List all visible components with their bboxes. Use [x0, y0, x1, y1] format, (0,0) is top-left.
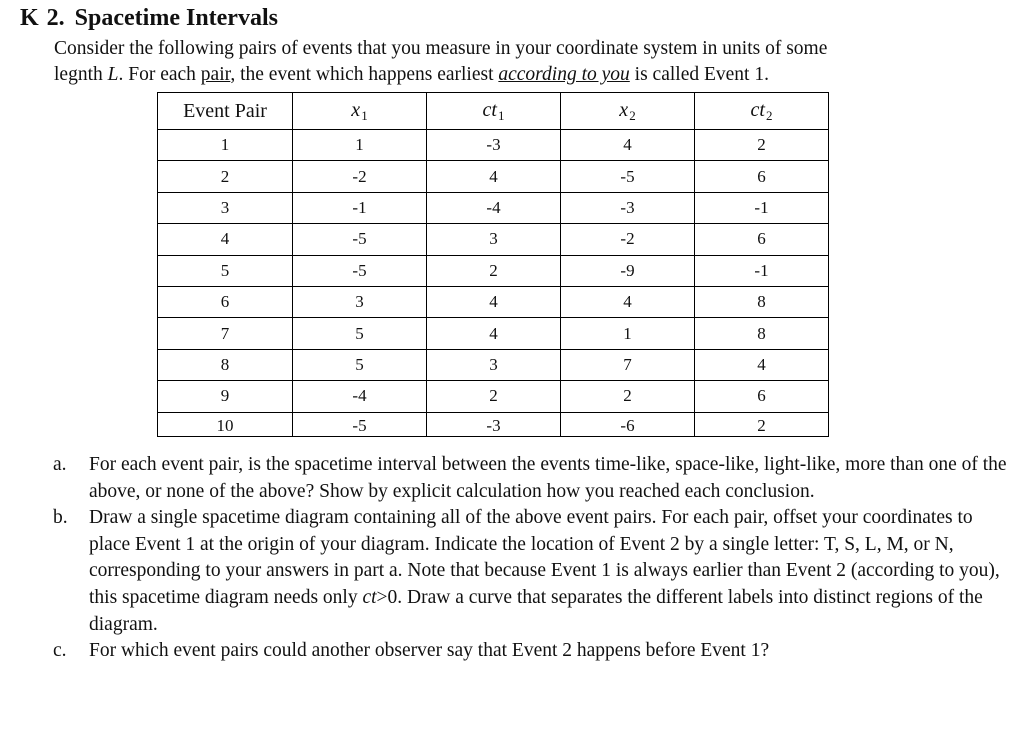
question-list — [53, 452, 1013, 665]
cell-x2: 4 — [561, 130, 695, 161]
cell-x2: -9 — [561, 255, 695, 286]
cell-event-pair: 10 — [158, 412, 293, 436]
cell-ct1: -3 — [427, 130, 561, 161]
cell-ct1: 4 — [427, 161, 561, 192]
cell-ct1: 3 — [427, 349, 561, 380]
event-pairs-table — [157, 92, 829, 437]
cell-ct1: 2 — [427, 255, 561, 286]
cell-event-pair: 8 — [158, 349, 293, 380]
cell-ct2: 2 — [695, 412, 829, 436]
header-event-pair: Event Pair — [158, 93, 293, 130]
table-row — [158, 224, 829, 255]
cell-ct1: -3 — [427, 412, 561, 436]
intro-text: , the event which happens earliest — [230, 64, 499, 85]
header-x1: $x_1$ — [293, 93, 427, 130]
cell-x1: -5 — [293, 412, 427, 436]
header-ct1: $ct_1$ — [427, 93, 561, 130]
cell-ct2: 8 — [695, 286, 829, 317]
cell-ct1: 4 — [427, 286, 561, 317]
question-text: For each event pair, is the spacetime interval between the events time-like, space-like, light-like, more than one of the above, or none of the above? Show by explicit calculation how you reached each conclusion. — [89, 454, 1007, 502]
cell-x2: 1 — [561, 318, 695, 349]
table-row — [158, 381, 829, 412]
header-ct2: $ct_2$ — [695, 93, 829, 130]
cell-ct1: 3 — [427, 224, 561, 255]
cell-x2: 4 — [561, 286, 695, 317]
intro-emphasis: according to you — [498, 64, 630, 85]
question-label: c. — [53, 640, 67, 662]
question-text: For which event pairs could another observer say that Event 2 happens before Event 1? — [89, 640, 770, 662]
cell-x2: 7 — [561, 349, 695, 380]
cell-x2: -6 — [561, 412, 695, 436]
ct-variable: ct — [362, 586, 377, 608]
header-x2: $x_2$ — [561, 93, 695, 130]
cell-x1: -5 — [293, 224, 427, 255]
cell-x2: -5 — [561, 161, 695, 192]
question-label: a. — [53, 454, 67, 475]
cell-ct2: 6 — [695, 161, 829, 192]
intro-text: is called Event 1. — [629, 64, 769, 85]
problem-title: Spacetime Intervals — [74, 5, 278, 31]
cell-x1: -5 — [293, 255, 427, 286]
table-row — [158, 161, 829, 192]
cell-ct2: 6 — [695, 381, 829, 412]
cell-event-pair: 7 — [158, 318, 293, 349]
cell-event-pair: 5 — [158, 255, 293, 286]
cell-event-pair: 1 — [158, 130, 293, 161]
cell-ct2: -1 — [695, 255, 829, 286]
length-variable: L — [107, 64, 119, 85]
cell-ct2: 8 — [695, 318, 829, 349]
cell-x1: -1 — [293, 192, 427, 223]
cell-event-pair: 2 — [158, 161, 293, 192]
problem-intro — [54, 36, 1014, 88]
cell-x2: 2 — [561, 381, 695, 412]
problem-heading — [20, 5, 278, 32]
cell-x1: 3 — [293, 286, 427, 317]
cell-x1: 1 — [293, 130, 427, 161]
problem-letter: K — [20, 5, 39, 31]
cell-x1: -4 — [293, 381, 427, 412]
table-row — [158, 130, 829, 161]
table-row — [158, 286, 829, 317]
cell-event-pair: 6 — [158, 286, 293, 317]
table-row — [158, 318, 829, 349]
question-label: b. — [53, 507, 68, 529]
cell-event-pair: 3 — [158, 192, 293, 223]
intro-text: . For each — [118, 64, 201, 85]
cell-ct2: 4 — [695, 349, 829, 380]
cell-x1: 5 — [293, 318, 427, 349]
cell-ct1: 4 — [427, 318, 561, 349]
intro-text: legnth — [54, 64, 108, 85]
question-b — [53, 505, 1013, 638]
intro-underlined-pair: pair — [200, 64, 231, 85]
table-row — [158, 412, 829, 436]
question-c — [53, 638, 1013, 665]
cell-ct1: -4 — [427, 192, 561, 223]
table-header-row — [158, 93, 829, 130]
cell-ct2: 6 — [695, 224, 829, 255]
table-row — [158, 192, 829, 223]
cell-ct2: 2 — [695, 130, 829, 161]
question-a — [53, 452, 1013, 505]
question-text: Draw a single spacetime diagram containing all of the above event pairs. For each pair, offset your coordinates to place Event 1 at the origin of your diagram. Indicate the location of Event 2 by a single letter: T, S, L, M, or N, corresponding to your answers in part a. Note that because Event 1 is always earlier than Event 2 (according to you), this spacetime diagram needs only ct>0. Draw a curve that separates the different labels into distinct regions of the diagram. — [89, 507, 1000, 635]
cell-x1: -2 — [293, 161, 427, 192]
cell-x1: 5 — [293, 349, 427, 380]
cell-ct2: -1 — [695, 192, 829, 223]
cell-x2: -3 — [561, 192, 695, 223]
table-row — [158, 255, 829, 286]
intro-line-2 — [54, 62, 1014, 88]
cell-event-pair: 4 — [158, 224, 293, 255]
intro-line-1: Consider the following pairs of events that you measure in your coordinate system in units of some — [54, 38, 828, 59]
table-row — [158, 349, 829, 380]
cell-event-pair: 9 — [158, 381, 293, 412]
cell-ct1: 2 — [427, 381, 561, 412]
cell-x2: -2 — [561, 224, 695, 255]
problem-number: 2. — [46, 5, 65, 31]
